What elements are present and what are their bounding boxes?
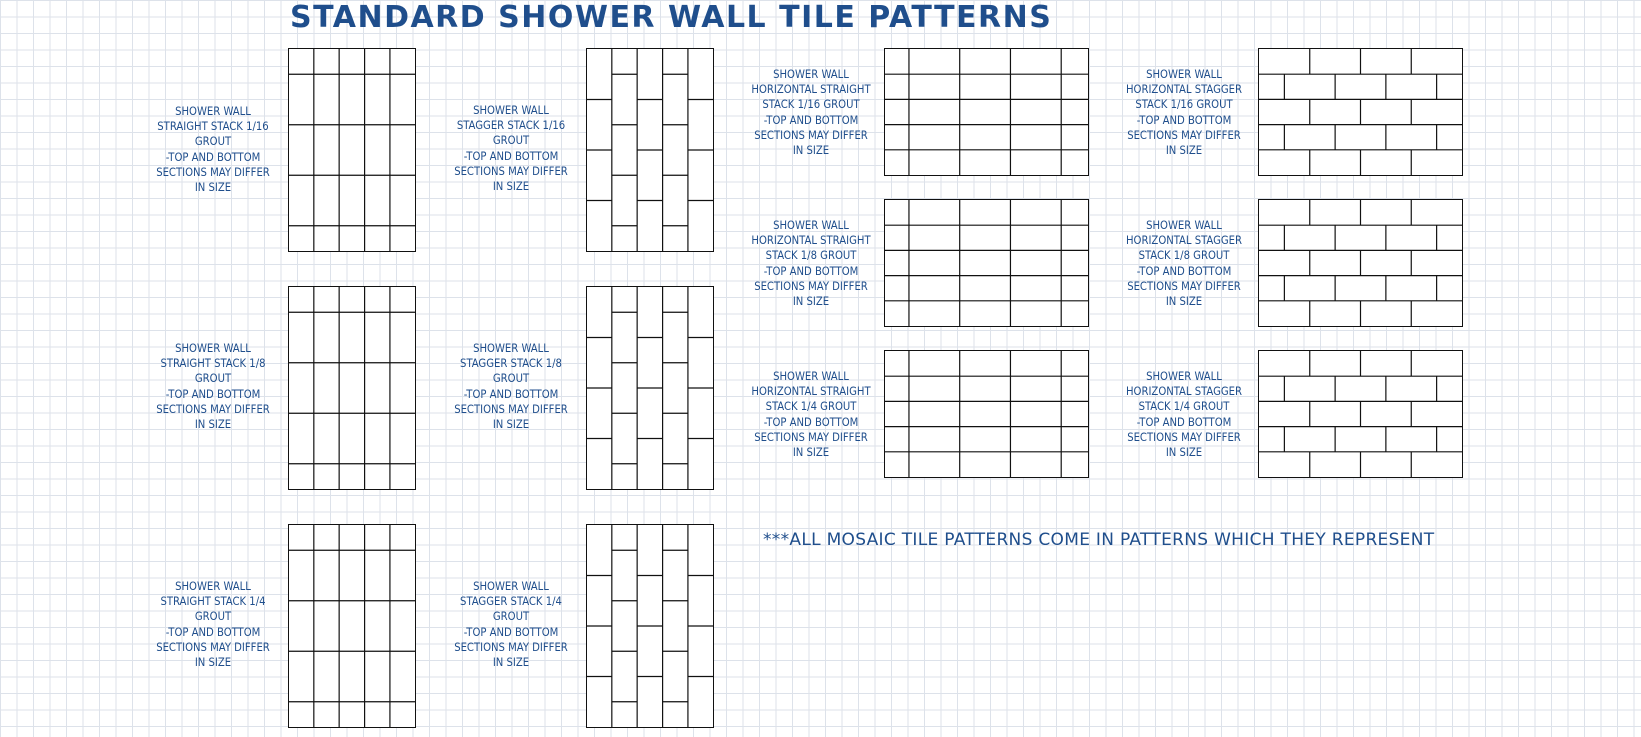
tile-grout-svg [1259, 49, 1462, 175]
footnote: ***ALL MOSAIC TILE PATTERNS COME IN PATTERNS WHICH THEY REPRESENT [763, 530, 1435, 550]
tile-diagram-horizontal-straight-1-16 [884, 48, 1089, 176]
pattern-label-hsg8: SHOWER WALL HORIZONTAL STAGGER STACK 1/8 GROUT -TOP AND BOTTOM SECTIONS MAY DIFFER IN SIZE [1125, 219, 1243, 309]
pattern-label-hsg16: SHOWER WALL HORIZONTAL STAGGER STACK 1/16 GROUT -TOP AND BOTTOM SECTIONS MAY DIFFER IN SIZE [1125, 68, 1243, 158]
tile-diagram-vertical-straight-1-16 [288, 48, 416, 252]
tile-grout-svg [885, 200, 1088, 326]
tile-diagram-horizontal-stagger-1-16 [1258, 48, 1463, 176]
pattern-label-hss16: SHOWER WALL HORIZONTAL STRAIGHT STACK 1/16 GROUT -TOP AND BOTTOM SECTIONS MAY DIFFER IN SIZE [751, 68, 871, 158]
tile-grout-svg [1259, 351, 1462, 477]
tile-diagram-horizontal-straight-1-4 [884, 350, 1089, 478]
pattern-label-vsg16: SHOWER WALL STAGGER STACK 1/16 GROUT -TOP AND BOTTOM SECTIONS MAY DIFFER IN SIZE [454, 104, 568, 194]
tile-diagram-vertical-stagger-1-16 [586, 48, 714, 252]
pattern-label-vss4: SHOWER WALL STRAIGHT STACK 1/4 GROUT -TOP AND BOTTOM SECTIONS MAY DIFFER IN SIZE [156, 580, 270, 670]
page-title: STANDARD SHOWER WALL TILE PATTERNS [290, 0, 1053, 35]
pattern-label-vsg8: SHOWER WALL STAGGER STACK 1/8 GROUT -TOP AND BOTTOM SECTIONS MAY DIFFER IN SIZE [454, 342, 568, 432]
tile-diagram-vertical-stagger-1-8 [586, 286, 714, 490]
tile-diagram-horizontal-stagger-1-4 [1258, 350, 1463, 478]
pattern-label-hss4: SHOWER WALL HORIZONTAL STRAIGHT STACK 1/4 GROUT -TOP AND BOTTOM SECTIONS MAY DIFFER IN SIZE [751, 370, 871, 460]
pattern-label-vss8: SHOWER WALL STRAIGHT STACK 1/8 GROUT -TOP AND BOTTOM SECTIONS MAY DIFFER IN SIZE [156, 342, 270, 432]
tile-grout-svg [885, 49, 1088, 175]
tile-grout-svg [1259, 200, 1462, 326]
tile-grout-svg [289, 287, 415, 489]
tile-grout-svg [289, 525, 415, 727]
pattern-label-hsg4: SHOWER WALL HORIZONTAL STAGGER STACK 1/4 GROUT -TOP AND BOTTOM SECTIONS MAY DIFFER IN SIZE [1125, 370, 1243, 460]
pattern-label-hss8: SHOWER WALL HORIZONTAL STRAIGHT STACK 1/8 GROUT -TOP AND BOTTOM SECTIONS MAY DIFFER IN SIZE [751, 219, 871, 309]
tile-diagram-horizontal-straight-1-8 [884, 199, 1089, 327]
pattern-label-vsg4: SHOWER WALL STAGGER STACK 1/4 GROUT -TOP AND BOTTOM SECTIONS MAY DIFFER IN SIZE [454, 580, 568, 670]
tile-diagram-horizontal-stagger-1-8 [1258, 199, 1463, 327]
tile-diagram-vertical-stagger-1-4 [586, 524, 714, 728]
pattern-label-vss16: SHOWER WALL STRAIGHT STACK 1/16 GROUT -TOP AND BOTTOM SECTIONS MAY DIFFER IN SIZE [156, 105, 270, 195]
tile-grout-svg [587, 525, 713, 727]
tile-grout-svg [885, 351, 1088, 477]
tile-grout-svg [289, 49, 415, 251]
tile-diagram-vertical-straight-1-4 [288, 524, 416, 728]
tile-diagram-vertical-straight-1-8 [288, 286, 416, 490]
tile-grout-svg [587, 49, 713, 251]
tile-grout-svg [587, 287, 713, 489]
